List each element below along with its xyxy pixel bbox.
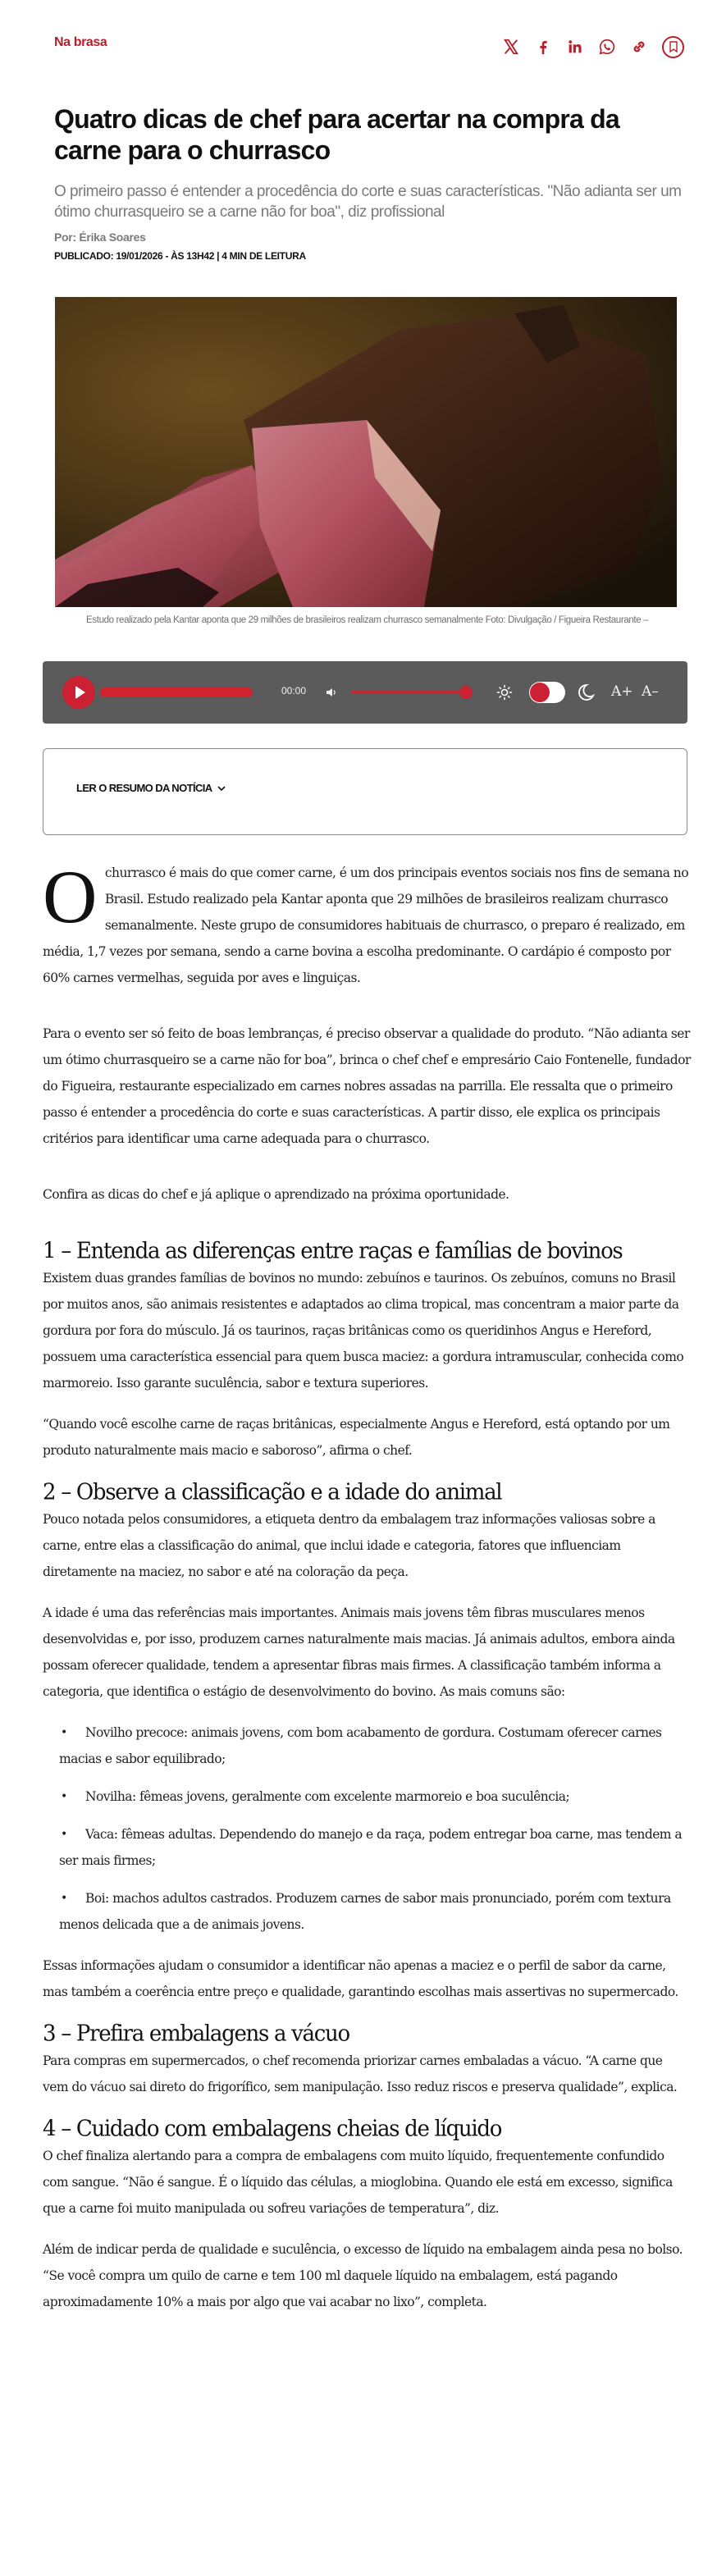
section-heading-1: 1 – Entenda as diferenças entre raças e famílias de bovinos [43, 1238, 623, 1264]
audio-time: 00:00 [281, 685, 307, 697]
link-icon[interactable] [630, 38, 648, 56]
volume-slider-knob[interactable] [459, 686, 473, 699]
list-item: • Novilha: fêmeas jovens, geralmente com excelente marmoreio e boa suculência; [61, 1789, 570, 1804]
section-label[interactable]: Na brasa [54, 35, 107, 49]
image-caption: Estudo realizado pela Kantar aponta que 29 milhões de brasileiros realizam churrasco semanalmente Foto: Divulgação / Figueira Restaurante – [86, 615, 649, 625]
section-heading-4: 4 – Cuidado com embalagens cheias de líquido [43, 2116, 502, 2142]
paragraph: Para compras em supermercados, o chef recomenda priorizar carnes embaladas a vácuo. “A carne que vem do vácuo sai direto do frigorífico, sem manipulação. Isso reduz riscos e preserva qualidade”, explica. [43, 2053, 678, 2094]
paragraph: Confira as dicas do chef e já aplique o aprendizado na próxima oportunidade. [43, 1187, 509, 1202]
x-icon[interactable] [502, 38, 520, 56]
article-title: Quatro dicas de chef para acertar na compra da carne para o churrasco [54, 104, 619, 165]
toggle-knob [530, 683, 550, 702]
light-mode-icon[interactable] [496, 684, 513, 701]
list-item: • Novilho precoce: animais jovens, com bom acabamento de gordura. Costumam oferecer carnes macias e sabor equilibrado; [59, 1725, 662, 1766]
volume-icon[interactable] [325, 686, 338, 699]
hero-image [55, 297, 677, 607]
category-list [43, 1720, 691, 1938]
audio-progress-bar[interactable] [100, 687, 253, 697]
chevron-down-icon [217, 785, 226, 792]
play-button[interactable] [62, 676, 95, 709]
linkedin-icon[interactable] [566, 38, 584, 56]
intro-text: churrasco é mais do que comer carne, é um dos principais eventos sociais nos fins de semana no Brasil. Estudo realizado pela Kantar aponta que 29 milhões de brasileiros realizam churrasco semanalmente. Neste grupo de consumidores habituais de churrasco, o preparo é realizado, em média, 1,7 vezes por semana, sendo a carne bovina a escolha predominante. O cardápio é composto por 60% carnes vermelhas, seguida por aves e linguiças. [43, 866, 689, 985]
paragraph: Existem duas grandes famílias de bovinos no mundo: zebuínos e taurinos. Os zebuínos, comuns no Brasil por muitos anos, são animais resistentes e adaptados ao clima tropical, mas concentram a maior parte da gordura por fora do músculo. Já os taurinos, raças britânicas como os queridinhos Angus e Hereford, possuem uma característica essencial para quem busca maciez: a gordura intramuscular, conhecida como marmoreio. Isso garante suculência, sabor e textura superiores. [43, 1271, 684, 1391]
paragraph: “Quando você escolhe carne de raças britânicas, especialmente Angus e Hereford, está optando por um produto naturalmente mais macio e saboroso”, afirma o chef. [43, 1417, 670, 1458]
summary-box [43, 748, 687, 835]
intro-paragraph [43, 855, 691, 991]
paragraph: Para o evento ser só feito de boas lembranças, é preciso observar a qualidade do produto. “Não adianta ser um ótimo churrasqueiro se a carne não for boa”, brinca o chef chef e empresário Caio Fontenelle, fundador do Figueira, restaurante especializado em carnes nobres assadas na parrilla. Ele ressalta que o primeiro passo é entender a procedência do corte e suas características. A partir disso, ele explica os principais critérios para identificar uma carne adequada para o churrasco. [43, 1026, 691, 1146]
dark-mode-toggle[interactable] [529, 682, 565, 703]
share-bar [502, 34, 684, 59]
volume-slider[interactable] [351, 691, 466, 694]
summary-label: LER O RESUMO DA NOTÍCIA [76, 782, 212, 794]
list-item: • Boi: machos adultos castrados. Produzem carnes de sabor mais pronunciado, porém com textura menos delicada que a de animais jovens. [59, 1891, 671, 1932]
list-item-text: Novilha: fêmeas jovens, geralmente com excelente marmoreio e boa suculência; [85, 1789, 570, 1804]
play-icon [75, 686, 85, 699]
list-item-text: Vaca: fêmeas adultas. Dependendo do manejo e da raça, podem entregar boa carne, mas tendem a ser mais firmes; [59, 1827, 683, 1868]
article-body [43, 855, 691, 2315]
section-heading-2: 2 – Observe a classificação e a idade do animal [43, 1479, 502, 1505]
font-increase-button[interactable]: A+ [611, 683, 633, 700]
paragraph: Pouco notada pelos consumidores, a etiqueta dentro da embalagem traz informações valiosas sobre a carne, entre elas a classificação do animal, que inclui idade e categoria, fatores que influenciam diretamente na maciez, no sabor e até na coloração da peça. [43, 1512, 655, 1579]
article-subtitle: O primeiro passo é entender a procedência do corte e suas características. "Não adianta ser um ótimo churrasqueiro se a carne não for boa", diz profissional [54, 183, 682, 221]
facebook-icon[interactable] [534, 38, 552, 56]
paragraph: Além de indicar perda de qualidade e suculência, o excesso de líquido na embalagem ainda pesa no bolso. “Se você compra um quilo de carne e tem 100 ml daquele líquido na embalagem, está pagando aproximadamente 10% a mais por algo que vai acabar no lixo”, completa. [43, 2242, 683, 2309]
paragraph: Essas informações ajudam o consumidor a identificar não apenas a maciez e o perfil de sabor da carne, mas também a coerência entre preço e qualidade, garantindo escolhas mais assertivas no supermercado. [43, 1958, 678, 1999]
drop-cap: O [43, 855, 97, 939]
list-item-text: Boi: machos adultos castrados. Produzem carnes de sabor mais pronunciado, porém com textura menos delicada que a de animais jovens. [59, 1891, 671, 1932]
grilled-meat-photo [55, 297, 677, 607]
bookmark-icon[interactable] [662, 36, 684, 58]
summary-toggle-button[interactable] [76, 782, 226, 794]
paragraph: O chef finaliza alertando para a compra de embalagens com muito líquido, frequentemente confundido com sangue. “Não é sangue. É o líquido das células, a mioglobina. Quando ele está em excesso, significa que a carne foi muito manipulada ou sofreu variações de temperatura”, diz. [43, 2149, 673, 2216]
dark-mode-icon[interactable] [577, 683, 595, 702]
whatsapp-icon[interactable] [598, 38, 616, 56]
list-item: • Vaca: fêmeas adultas. Dependendo do manejo e da raça, podem entregar boa carne, mas tendem a ser mais firmes; [59, 1827, 683, 1868]
audio-player [43, 661, 687, 724]
list-item-text: Novilho precoce: animais jovens, com bom acabamento de gordura. Costumam oferecer carnes macias e sabor equilibrado; [59, 1725, 662, 1766]
font-decrease-button[interactable]: A– [642, 683, 659, 700]
section-heading-3: 3 – Prefira embalagens a vácuo [43, 2021, 349, 2047]
author-byline: Por: Érika Soares [54, 231, 146, 244]
top-bar [0, 0, 717, 90]
paragraph: A idade é uma das referências mais importantes. Animais mais jovens têm fibras musculares menos desenvolvidas e, por isso, produzem carnes naturalmente mais macias. Já animais adultos, embora ainda possam oferecer qualidade, tendem a apresentar fibras mais firmes. A classificação também informa a categoria, que identifica o estágio de desenvolvimento do bovino. As mais comuns são: [43, 1605, 675, 1699]
publish-info: PUBLICADO: 19/01/2026 - ÀS 13H42 | 4 MIN DE LEITURA [54, 250, 306, 262]
